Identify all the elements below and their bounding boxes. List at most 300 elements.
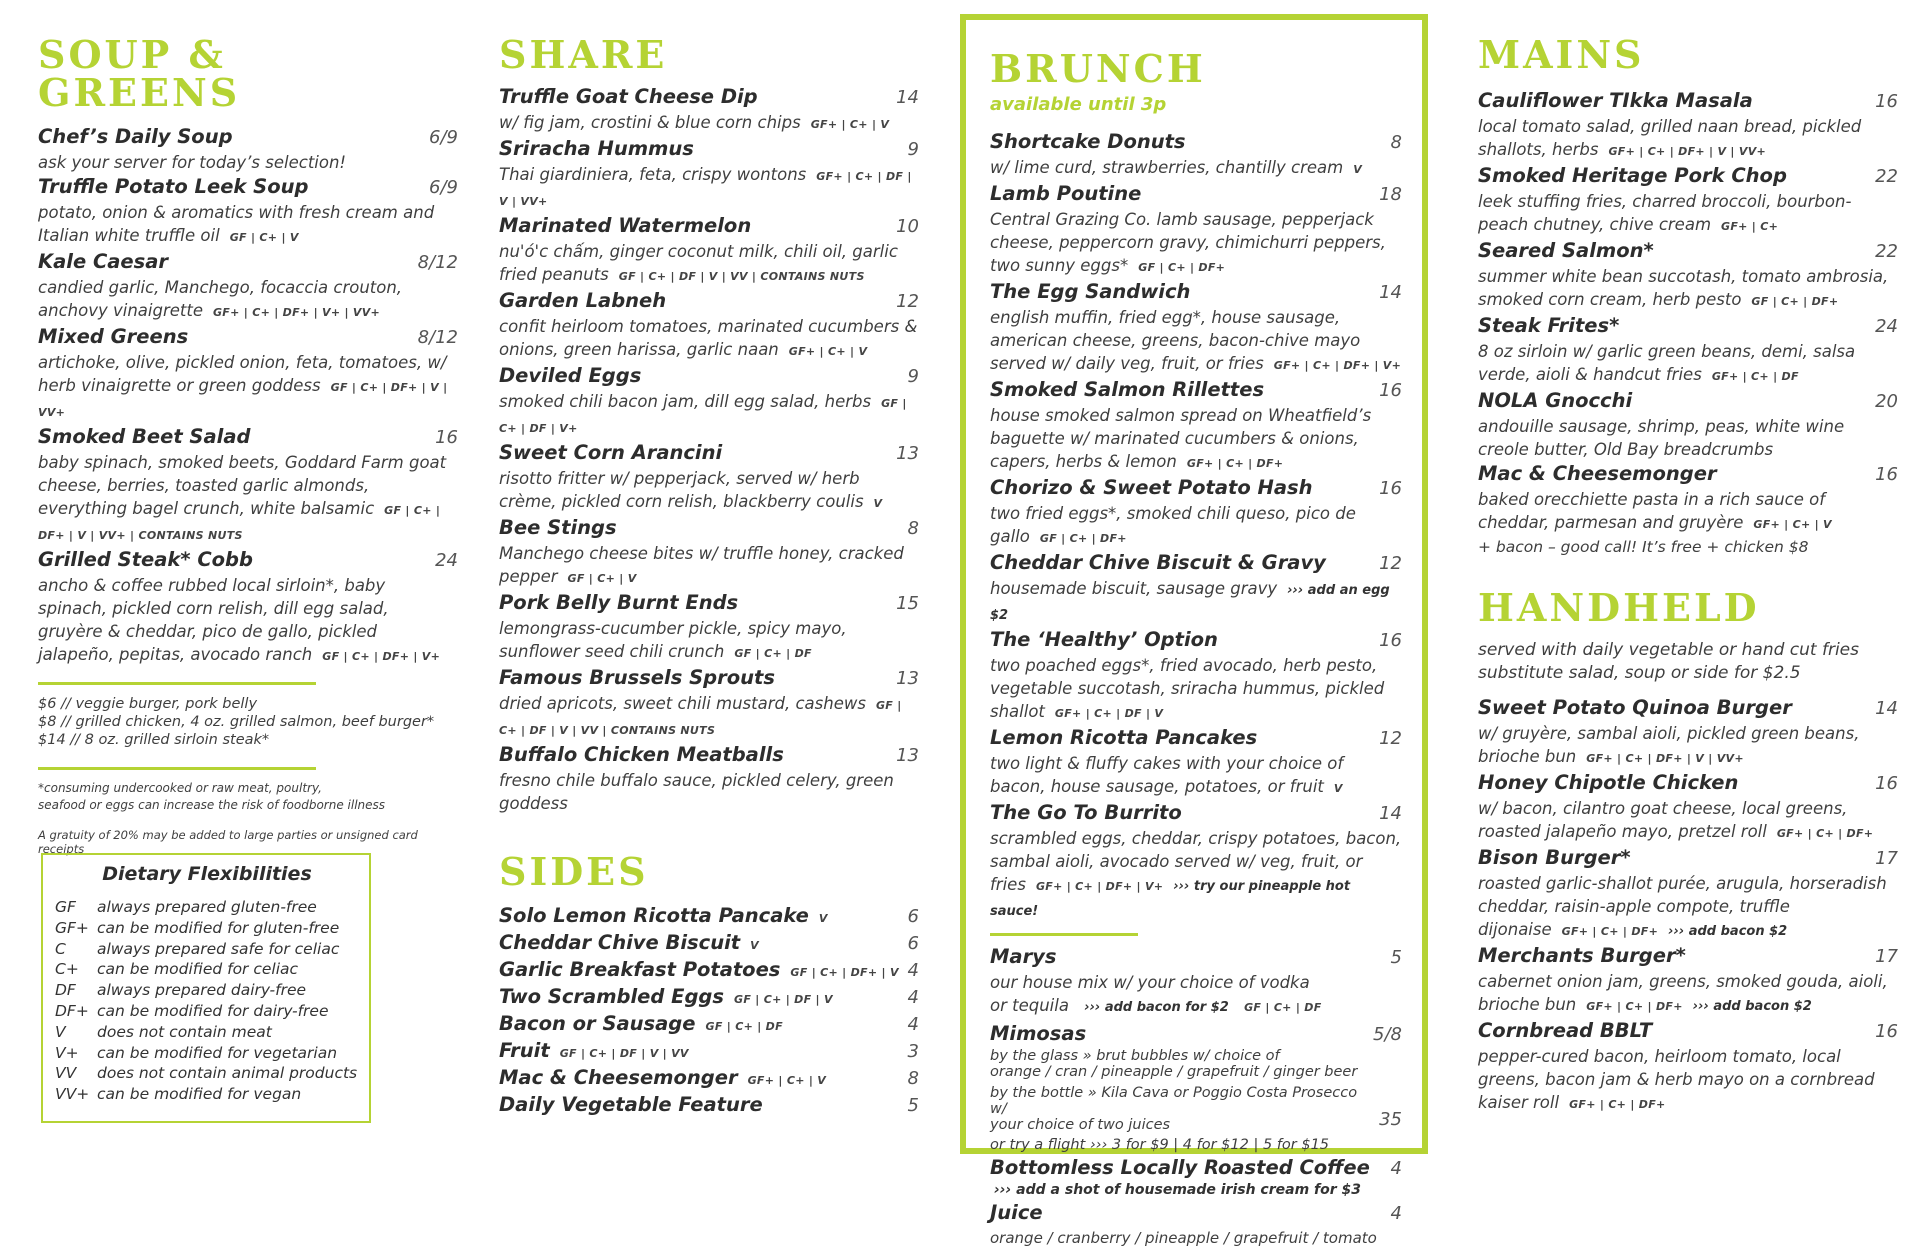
item-desc (1478, 722, 1898, 770)
dietary-tags: GF+ | C+ | DF+ | V+ (1273, 359, 1402, 372)
item-name: Bee Stings (499, 516, 617, 539)
item-name: Cauliflower TIkka Masala (1478, 89, 1753, 112)
item-price: 3 (907, 1041, 919, 1062)
dietary-code: V (55, 1022, 66, 1041)
dietary-meaning: can be modified for vegan (97, 1085, 302, 1104)
dietary-tags: GF | C+ | DF | V | VV (559, 1047, 689, 1060)
item-head (1478, 943, 1898, 970)
menu-item (990, 129, 1402, 181)
drink-coffee (990, 1155, 1402, 1198)
item-price: 4 (907, 1014, 919, 1035)
desc-text: scrambled eggs, cheddar, crispy potatoes, bacon, sambal aioli, avocado served w/ veg, fruit, or fries (990, 829, 1402, 894)
desc-text: baby spinach, smoked beets, Goddard Farm goat cheese, berries, toasted garlic almonds, everything bagel crunch, white balsamic (38, 453, 447, 518)
dietary-tags: GF | C+ | DF | V | VV | CONTAINS NUTS (618, 270, 865, 283)
handheld-intro (1478, 639, 1898, 685)
item-name: Merchants Burger* (1478, 944, 1686, 967)
desc-text: risotto fritter w/ pepperjack, served w/ herb crème, pickled corn relish, blackberry coulis (499, 469, 864, 511)
menu-item (499, 363, 919, 440)
item-name: Truffle Potato Leek Soup (38, 175, 309, 198)
item-head (1478, 845, 1898, 872)
dietary-tags: GF+ | C+ (1721, 220, 1779, 233)
item-head (990, 181, 1402, 208)
dietary-meaning: always prepared dairy-free (97, 981, 307, 1000)
item-head (990, 129, 1402, 156)
item-price: 12 (1379, 553, 1402, 574)
item-name: Chef’s Daily Soup (38, 125, 233, 148)
item-price: 16 (1875, 1021, 1898, 1042)
dietary-flexibilities-box (41, 853, 371, 1123)
item-price: 16 (1379, 630, 1402, 651)
desc-text: local tomato salad, grilled naan bread, pickled shallots, herbs (1478, 117, 1862, 159)
dietary-tags: GF+ | C+ | V (747, 1074, 827, 1087)
menu-item (499, 665, 919, 742)
dietary-row (55, 1063, 359, 1084)
item-head (990, 800, 1402, 827)
item-desc (499, 315, 919, 363)
item-price: 20 (1875, 391, 1898, 412)
menu-item (499, 136, 919, 213)
item-name: Lemon Ricotta Pancakes (990, 726, 1258, 749)
side-left (499, 1092, 763, 1118)
item-head (1478, 388, 1898, 415)
dietary-tags: GF+ | C+ | V (788, 345, 868, 358)
item-name: Garlic Breakfast Potatoes (499, 958, 781, 981)
desc-text: nu'ó'c chấm, ginger coconut milk, chili oil, garlic fried peanuts (499, 242, 898, 284)
item-head (499, 288, 919, 315)
item-name: Kale Caesar (38, 250, 169, 273)
item-name: Deviled Eggs (499, 364, 642, 387)
item-price: 5/8 (1373, 1024, 1402, 1045)
dietary-tags: GF | C+ | DF+ | V | VV+ (38, 381, 448, 419)
share-column (499, 0, 919, 1119)
item-name: Smoked Heritage Pork Chop (1478, 164, 1787, 187)
desc-text: cabernet onion jam, greens, smoked gouda, aioli, brioche bun (1478, 972, 1888, 1014)
dietary-tags: GF+ | C+ | DF+ | V | VV+ (1608, 145, 1767, 158)
dietary-code: VV (55, 1064, 77, 1083)
menu-item (990, 279, 1402, 377)
item-desc (1478, 488, 1898, 536)
item-head (990, 377, 1402, 404)
menu-item (1478, 1018, 1898, 1116)
dietary-meaning: can be modified for celiac (97, 960, 299, 979)
item-head (499, 440, 919, 467)
item-head (990, 725, 1402, 752)
item-head (499, 742, 919, 769)
dietary-tags: GF+ | C+ | DF+ | V | VV+ (1586, 752, 1744, 765)
item-desc (38, 276, 458, 324)
dietary-tags: GF+ | C+ | DF+ (1776, 827, 1874, 840)
item-name: Sweet Potato Quinoa Burger (1478, 696, 1792, 719)
dietary-meaning: does not contain animal products (97, 1064, 358, 1083)
item-price: 14 (896, 87, 919, 108)
item-desc (1478, 970, 1898, 1018)
item-name: Mixed Greens (38, 325, 189, 348)
item-name: Buffalo Chicken Meatballs (499, 743, 784, 766)
desc-text: Manchego cheese bites w/ truffle honey, cracked pepper (499, 544, 904, 586)
item-head (990, 550, 1402, 577)
menu-item (38, 324, 458, 424)
section-title-mains: MAINS (1478, 32, 1645, 77)
menu-item (499, 288, 919, 363)
item-head (990, 475, 1402, 502)
item-head (499, 590, 919, 617)
item-desc (1478, 415, 1898, 461)
item-desc (38, 201, 458, 249)
item-price: 6 (907, 906, 919, 927)
item-price: 9 (907, 366, 919, 387)
item-name: Marinated Watermelon (499, 214, 752, 237)
desc-text: smoked chili bacon jam, dill egg salad, herbs (499, 392, 872, 411)
item-head (38, 424, 458, 451)
desc-text: house smoked salmon spread on Wheatfield’s baguette w/ marinated cucumbers & onions, capers, herbs & lemon (990, 406, 1372, 471)
desc-text: w/ bacon, cilantro goat cheese, local greens, roasted jalapeño mayo, pretzel roll (1478, 799, 1848, 841)
desc-text: confit heirloom tomatoes, marinated cucumbers & onions, green harissa, garlic naan (499, 317, 918, 359)
item-price: 4 (907, 987, 919, 1008)
item-note: ››› add bacon $2 (1692, 999, 1812, 1014)
item-head (499, 665, 919, 692)
dietary-meaning: can be modified for vegetarian (97, 1043, 338, 1062)
menu-item (499, 590, 919, 665)
menu-item (990, 475, 1402, 550)
dietary-tags: GF | C+ | V (229, 231, 299, 244)
item-head (38, 174, 458, 201)
desc-text: Thai giardiniera, feta, crispy wontons (499, 165, 807, 184)
item-name: The Egg Sandwich (990, 280, 1191, 303)
dietary-tags: GF | C+ | DF (1244, 1001, 1322, 1014)
item-note: ››› try our pineapple hot sauce! (990, 879, 1351, 919)
item-desc (990, 654, 1402, 725)
item-head (1478, 88, 1898, 115)
mimosa-flight: or try a flight ››› 3 for $9 | 4 for $12 | 5 for $15 (990, 1137, 1330, 1153)
item-head (1478, 1018, 1898, 1045)
dietary-tags: GF | C+ | DF | V | VV | CONTAINS NUTS (499, 699, 902, 737)
menu-item (499, 213, 919, 288)
dietary-row (55, 1043, 359, 1064)
menu-item (990, 377, 1402, 475)
item-desc (38, 151, 458, 174)
section-title-handheld: HANDHELD (1478, 585, 1760, 630)
item-desc (990, 208, 1402, 279)
desc-text: leek stuffing fries, charred broccoli, bourbon-peach chutney, chive cream (1478, 192, 1852, 234)
item-name: Cornbread BBLT (1478, 1019, 1653, 1042)
divider (38, 767, 316, 770)
side-item (499, 984, 919, 1011)
item-name: Sweet Corn Arancini (499, 441, 723, 464)
desc-text: ask your server for today’s selection! (38, 153, 347, 172)
item-price: 22 (1875, 241, 1898, 262)
section-title-share: SHARE (499, 32, 668, 77)
item-head (499, 515, 919, 542)
desc-text: roasted garlic-shallot purée, arugula, horseradish cheddar, raisin-apple compote, truffle dijonaise (1478, 874, 1887, 939)
item-desc (499, 542, 919, 590)
title-line: GREENS (38, 70, 241, 115)
item-name: Cheddar Chive Biscuit & Gravy (990, 551, 1326, 574)
item-name: Grilled Steak* Cobb (38, 548, 253, 571)
dietary-tags: GF+ | C+ | DF+ (1569, 1098, 1666, 1111)
mains-list (1478, 88, 1898, 536)
item-price: 8/12 (417, 327, 458, 348)
item-head (499, 136, 919, 163)
desc-text: w/ fig jam, crostini & blue corn chips (499, 113, 801, 132)
desc-text: candied garlic, Manchego, focaccia crouton, anchovy vinaigrette (38, 278, 403, 320)
dietary-row (55, 939, 359, 960)
item-desc (499, 390, 919, 440)
side-left (499, 903, 828, 929)
addon-line: $8 // grilled chicken, 4 oz. grilled salmon, beef burger* (38, 714, 435, 730)
dietary-code: GF (55, 898, 76, 916)
item-price: 6/9 (429, 127, 458, 148)
menu-item (499, 84, 919, 136)
title-line: SOUP & (38, 32, 226, 77)
item-note: ››› add bacon $2 (1668, 924, 1788, 939)
item-price: 13 (896, 668, 919, 689)
dietary-tags: V (750, 939, 759, 952)
desc-text: fresno chile buffalo sauce, pickled celery, green goddess (499, 771, 894, 813)
mimosa-line: by the bottle » Kila Cava or Poggio Costa Prosecco w/ (990, 1085, 1358, 1117)
menu-item (990, 550, 1402, 627)
menu-item (1478, 845, 1898, 943)
dietary-tags: GF+ | C+ | V (810, 118, 890, 131)
item-price: 16 (435, 427, 458, 448)
item-desc (499, 163, 919, 213)
item-price: 22 (1875, 166, 1898, 187)
dietary-tags: GF+ | C+ | DF | V | VV+ (499, 170, 912, 208)
menu-item (1478, 770, 1898, 845)
side-item (499, 930, 919, 957)
handheld-list (1478, 695, 1898, 1116)
dietary-meaning: can be modified for dairy-free (97, 1001, 329, 1020)
dietary-tags: GF+ | C+ | V (1753, 518, 1832, 531)
item-price: 8 (907, 518, 919, 539)
dietary-code: DF+ (55, 1001, 89, 1020)
item-desc (38, 451, 458, 547)
side-item (499, 1065, 919, 1092)
intro-line: served with daily vegetable or hand cut fries (1478, 640, 1859, 660)
dietary-code: GF+ (55, 918, 89, 937)
item-price: 16 (1875, 91, 1898, 112)
item-note: ››› add an egg $2 (990, 583, 1390, 623)
item-desc (499, 111, 919, 136)
dietary-code: VV+ (55, 1085, 90, 1104)
desc-text: artichoke, olive, pickled onion, feta, tomatoes, w/ herb vinaigrette or green goddess (38, 353, 447, 395)
item-desc (1478, 797, 1898, 845)
brunch-box (960, 14, 1428, 1247)
item-name: NOLA Gnocchi (1478, 389, 1633, 412)
item-head (1478, 238, 1898, 265)
item-desc (499, 240, 919, 288)
dietary-tags: GF | C+ | DF (705, 1020, 783, 1033)
menu-item (990, 800, 1402, 923)
dietary-tags: GF | C+ | DF+ | V | VV+ | CONTAINS NUTS (38, 504, 441, 542)
item-desc (499, 617, 919, 665)
item-name: Bottomless Locally Roasted Coffee (990, 1156, 1370, 1179)
item-desc (38, 351, 458, 424)
item-head (1478, 163, 1898, 190)
item-name: Shortcake Donuts (990, 130, 1186, 153)
side-left (499, 1038, 689, 1064)
addon-line: $14 // 8 oz. grilled sirloin steak* (38, 732, 270, 748)
item-desc (1478, 190, 1898, 238)
sides-list (499, 903, 919, 1119)
dietary-tags: GF | C+ | DF+ | V (790, 966, 899, 979)
item-desc (1478, 115, 1898, 163)
dietary-tags: GF | C+ | DF+ (1138, 261, 1226, 274)
menu-item (499, 742, 919, 815)
footnote-line: seafood or eggs can increase the risk of foodborne illness (38, 798, 386, 812)
item-price: 18 (1379, 184, 1402, 205)
item-name: Pork Belly Burnt Ends (499, 591, 739, 614)
mac-extras: + bacon – good call! It’s free + chicken $8 (1478, 538, 1809, 556)
dietary-tags: GF | C+ | DF+ (1039, 532, 1127, 545)
menu-item (38, 124, 458, 174)
desc-text: two light & fluffy cakes with your choice of bacon, house sausage, potatoes, or fruit (990, 754, 1344, 796)
menu-item (1478, 695, 1898, 770)
side-left (499, 930, 759, 956)
item-desc (499, 692, 919, 742)
divider (990, 933, 1138, 936)
dietary-title: Dietary Flexibilities (102, 863, 312, 885)
item-desc (499, 467, 919, 515)
item-price: 16 (1379, 380, 1402, 401)
dietary-row (55, 897, 359, 918)
desc-text: 8 oz sirloin w/ garlic green beans, demi, salsa verde, aioli & handcut fries (1478, 342, 1856, 384)
soup-greens-list (38, 124, 458, 668)
item-name: Smoked Beet Salad (38, 425, 251, 448)
item-price: 4 (1390, 1203, 1402, 1224)
item-price: 8 (1390, 132, 1402, 153)
item-desc (990, 156, 1402, 181)
item-name: Seared Salmon* (1478, 239, 1654, 262)
dietary-tags: GF+ | C+ | DF+ (1561, 925, 1659, 938)
item-head (990, 627, 1402, 654)
drink-marys (990, 944, 1402, 1019)
section-title-soup-greens (38, 32, 458, 115)
item-name: Marys (990, 945, 1057, 968)
item-name: Solo Lemon Ricotta Pancake (499, 904, 809, 927)
item-price: 12 (1379, 728, 1402, 749)
dietary-tags: GF+ | C+ | DF+ | V+ (1035, 880, 1164, 893)
desc-text: Central Grazing Co. lamb sausage, pepperjack cheese, peppercorn gravy, chimichurri peppers, two sunny eggs* (990, 210, 1386, 275)
menu-item (1478, 461, 1898, 536)
item-price: 12 (896, 291, 919, 312)
menu-item (38, 174, 458, 249)
item-name: Famous Brussels Sprouts (499, 666, 775, 689)
side-left (499, 1065, 826, 1091)
item-head (38, 124, 458, 151)
item-name: Mimosas (990, 1022, 1087, 1045)
dietary-tags: GF | C+ | DF | V+ (499, 397, 907, 435)
item-price: 14 (1379, 803, 1402, 824)
item-price: 6 (907, 933, 919, 954)
menu-item (1478, 88, 1898, 163)
item-desc: our house mix w/ your choice of vodka (990, 973, 1310, 992)
item-name: Lamb Poutine (990, 182, 1142, 205)
dietary-tags: GF | C+ | V (567, 572, 637, 585)
desc-text: baked orecchiette pasta in a rich sauce of cheddar, parmesan and gruyère (1478, 490, 1826, 532)
item-name: Steak Frites* (1478, 314, 1620, 337)
item-desc (990, 404, 1402, 475)
side-item (499, 957, 919, 984)
item-name: Cheddar Chive Biscuit (499, 931, 741, 954)
menu-item (38, 547, 458, 668)
item-price: 35 (1379, 1109, 1402, 1130)
dietary-meaning: always prepared gluten-free (97, 898, 317, 916)
item-price: 24 (435, 550, 458, 571)
item-name: Mac & Cheesemonger (499, 1066, 738, 1089)
item-name: The Go To Burrito (990, 801, 1182, 824)
item-desc (38, 574, 458, 668)
dietary-row (55, 959, 359, 980)
item-price: 16 (1875, 464, 1898, 485)
menu-item (499, 440, 919, 515)
dietary-code: V+ (55, 1043, 79, 1062)
item-head (499, 213, 919, 240)
dietary-row (55, 1001, 359, 1022)
item-desc (990, 306, 1402, 377)
mains-column (1478, 0, 1898, 1116)
item-head (499, 363, 919, 390)
item-head (1478, 461, 1898, 488)
desc-text: lemongrass-cucumber pickle, spicy mayo, sunflower seed chili crunch (499, 619, 847, 661)
desc-text: pepper-cured bacon, heirloom tomato, local greens, bacon jam & herb mayo on a cornbread kaiser roll (1478, 1047, 1875, 1112)
dietary-tags: GF | C+ | DF+ | V+ (322, 650, 441, 663)
item-desc (1478, 265, 1898, 313)
item-price: 17 (1875, 946, 1898, 967)
menu-item (1478, 238, 1898, 313)
dietary-tags: V (1333, 782, 1343, 795)
item-name: Garden Labneh (499, 289, 667, 312)
item-price: 17 (1875, 848, 1898, 869)
item-price: 24 (1875, 316, 1898, 337)
item-name: Fruit (499, 1039, 550, 1062)
dietary-code: C (55, 939, 66, 958)
dietary-meaning: always prepared safe for celiac (97, 939, 340, 958)
item-price: 14 (1379, 282, 1402, 303)
foodborne-warning (38, 780, 458, 814)
desc-text: dried apricots, sweet chili mustard, cashews (499, 694, 866, 713)
mimosa-bottle-row (990, 1085, 1402, 1133)
item-desc (990, 752, 1402, 800)
soup-greens-column (38, 0, 458, 856)
item-desc (1478, 1045, 1898, 1116)
dietary-tags: GF+ | C+ | DF (1711, 370, 1799, 383)
menu-item (1478, 388, 1898, 461)
mimosa-line: by the glass » brut bubbles w/ choice of (990, 1048, 1280, 1064)
protein-addons (38, 695, 458, 749)
dietary-tags: GF+ | C+ | DF | V (1054, 707, 1164, 720)
item-name: Chorizo & Sweet Potato Hash (990, 476, 1313, 499)
desc-text: w/ gruyère, sambal aioli, pickled green beans, brioche bun (1478, 724, 1860, 766)
dietary-row (55, 980, 359, 1001)
item-desc (990, 502, 1402, 550)
dietary-row (55, 1084, 359, 1105)
menu-item (990, 725, 1402, 800)
side-left (499, 957, 899, 983)
menu-item (1478, 163, 1898, 238)
dietary-code: DF (55, 981, 76, 1000)
desc-text: two poached eggs*, fried avocado, herb pesto, vegetable succotash, sriracha hummus, pickled shallot (990, 656, 1385, 721)
item-price: 8 (907, 1068, 919, 1089)
drink-juice (990, 1200, 1402, 1250)
dietary-legend (55, 897, 359, 1105)
item-head (38, 324, 458, 351)
side-left (499, 984, 833, 1010)
drink-mimosas (990, 1021, 1402, 1153)
side-item (499, 1038, 919, 1065)
side-left (499, 1011, 783, 1037)
item-price: 8/12 (417, 252, 458, 273)
item-price: 13 (896, 745, 919, 766)
